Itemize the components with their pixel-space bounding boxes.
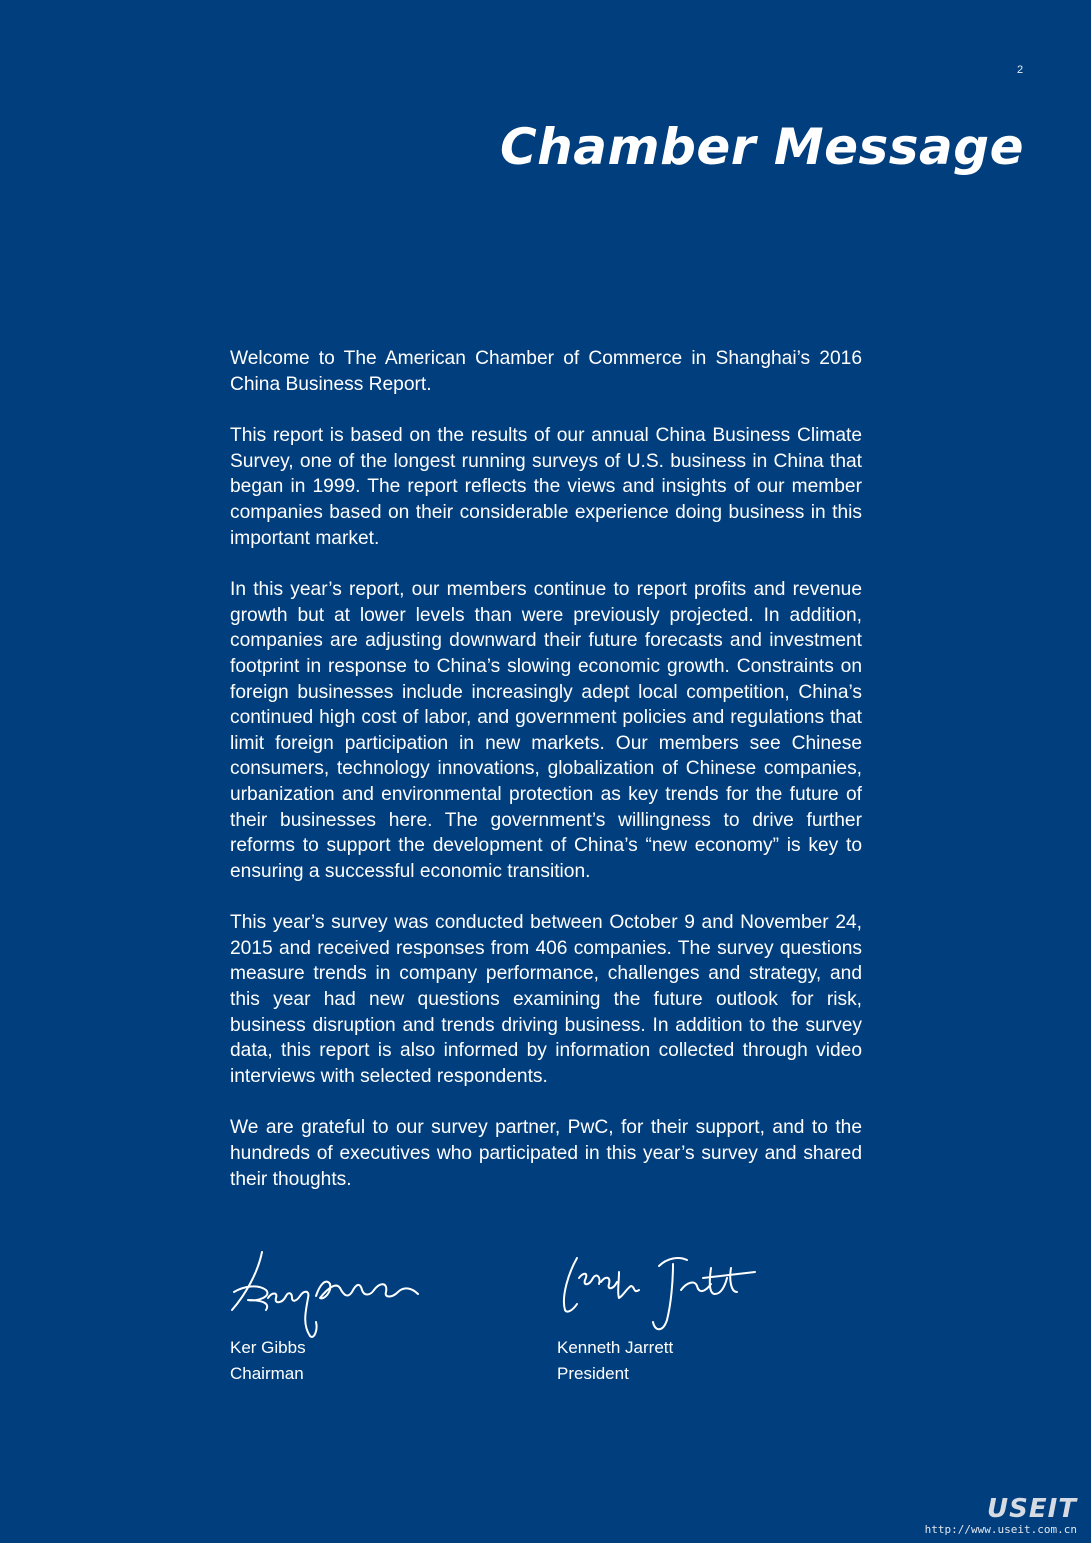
- paragraph-acknowledgements: We are grateful to our survey partner, PwC, for their support, and to the hundreds of executives who participated in this year’s survey and shared their thoughts.: [230, 1117, 862, 1190]
- paragraph-report-basis: This report is based on the results of our annual China Business Climate Survey, one of the longest running surveys of U.S. business in China that began in 1999. The report reflects the views and insights of our member companies based on their considerable experience doing business in this important market.: [230, 425, 862, 549]
- paragraph-findings: In this year’s report, our members continue to report profits and revenue growth but at lower levels than were previously projected. In addition, companies are adjusting downward their future forecasts and investment footprint in response to China’s slowing economic growth. Constraints on foreign businesses include increasingly adept local competition, China’s continued high cost of labor, and government policies and regulations that limit foreign participation in new markets. Our members see Chinese consumers, technology innovations, globalization of Chinese companies, urbanization and environmental protection as key trends for the future of their businesses here. The government’s willingness to drive further reforms to support the development of China’s “new economy” is key to ensuring a successful economic transition.: [230, 579, 862, 882]
- signature-block-president: [555, 1238, 815, 1388]
- paragraph-welcome: Welcome to The American Chamber of Commerce in Shanghai’s 2016 China Business Report.: [230, 348, 862, 395]
- watermark-logo: USEIT: [986, 1494, 1077, 1524]
- page-title: Chamber Message: [499, 118, 1024, 176]
- signatory-name: Kenneth Jarrett: [557, 1338, 674, 1357]
- signatory-title: President: [557, 1364, 629, 1383]
- signatory-title: Chairman: [230, 1364, 304, 1383]
- page-number: 2: [1016, 64, 1024, 76]
- message-body: [230, 346, 862, 1218]
- signatory-name: Ker Gibbs: [230, 1338, 306, 1357]
- watermark-url: http://www.useit.com.cn: [924, 1523, 1077, 1536]
- watermark: [925, 1495, 1077, 1537]
- signature-block-chairman: [228, 1238, 488, 1388]
- paragraph-survey-details: This year’s survey was conducted between October 9 and November 24, 2015 and received responses from 406 companies. The survey questions measure trends in company performance, challenges and strategy, and this year had new questions examining the future outlook for risk, business disruption and trends driving business. In addition to the survey data, this report is also informed by information collected through video interviews with selected respondents.: [230, 912, 862, 1087]
